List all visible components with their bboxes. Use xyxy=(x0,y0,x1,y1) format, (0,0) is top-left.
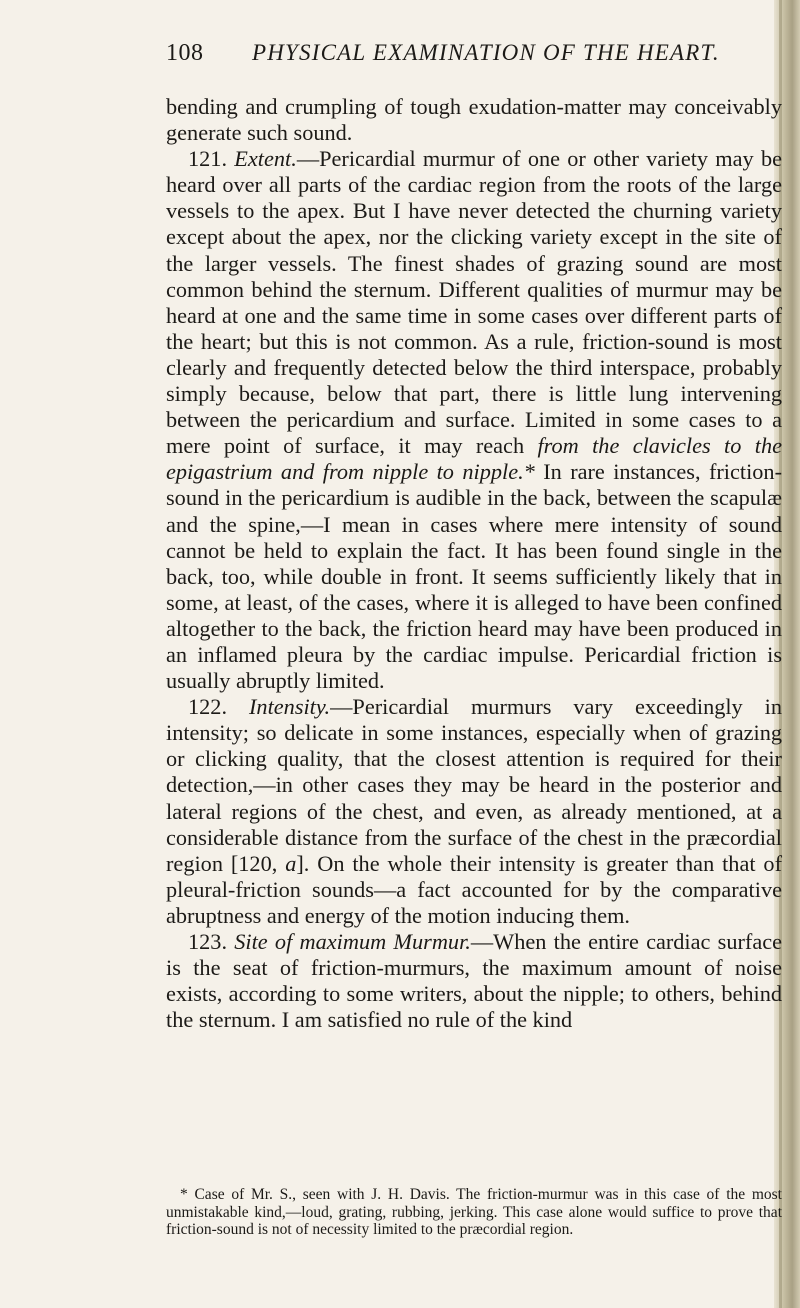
section-heading: Extent. xyxy=(234,146,297,172)
section-number: 123. xyxy=(188,929,228,954)
emphasized-text: a xyxy=(285,850,297,876)
paragraph-continuation xyxy=(166,94,782,146)
section-123-site-of-maximum-murmur xyxy=(166,929,782,1033)
footnote: * Case of Mr. S., seen with J. H. Davis. The friction-murmur was in this case of the most unmistakable kind,—loud, grating, rubbing, jerking. This case alone would suffice to prove that friction-sound is not of necessity limited to the præcordial region. xyxy=(166,1186,782,1238)
emphasized-text: from the clavicles to the epigastrium and from nipple to nipple.* xyxy=(166,433,782,485)
paragraph-text: —When the entire cardiac surface is the seat of friction-murmurs, the maximum amount of noise exists, according to some writers, about the nipple; to others, behind the sternum. I am satisfied no rule of the kind xyxy=(166,929,783,1033)
section-number: 122. xyxy=(188,694,228,720)
running-head: PHYSICAL EXAMINATION OF THE HEART. xyxy=(252,40,720,65)
page-number: 108 xyxy=(166,40,204,66)
body-text xyxy=(166,94,782,1033)
section-number: 121. xyxy=(188,146,228,172)
footnotes xyxy=(166,1186,782,1239)
section-heading: Intensity. xyxy=(249,694,331,720)
page-header xyxy=(0,40,800,76)
section-heading: Site of maximum Murmur. xyxy=(234,929,471,954)
paragraph-text-after: ]. On the whole their intensity is greater than that of pleural-friction sounds—a fact accounted for by the comparative abruptness and energy of the motion inducing them. xyxy=(166,850,782,928)
paragraph-text: —Pericardial murmurs vary exceedingly in intensity; so delicate in some instances, especially when of grazing or clicking quality, that the closest attention is required for their detection,—in other cases they may be heard in the posterior and lateral regions of the chest, and even, as already mentioned, at a considerable distance from the surface of the chest in the præcordial region [120, xyxy=(166,694,783,876)
section-122-intensity xyxy=(166,694,782,929)
section-121-extent xyxy=(166,146,782,694)
paragraph-text: bending and crumpling of tough exudation-matter may conceivably generate such sound. xyxy=(166,94,782,146)
paragraph-text-after: In rare instances, friction-sound in the pericardium is audible in the back, between the scapulæ and the spine,—I mean in cases where mere intensity of sound cannot be held to explain the fact. It has been found single in the back, too, while double in front. It seems sufficiently likely that in some, at least, of the cases, where it is alleged to have been confined altogether to the back, the friction heard may have been produced in an inflamed pleura by the cardiac impulse. Pericardial friction is usually abruptly limited. xyxy=(166,459,782,694)
paragraph-text: —Pericardial murmur of one or other variety may be heard over all parts of the cardiac region from the roots of the large vessels to the apex. But I have never detected the churning variety except about the apex, nor the clicking variety except in the site of the larger vessels. The finest shades of grazing sound are most common behind the sternum. Different qualities of murmur may be heard at one and the same time in some cases over different parts of the heart; but this is not common. As a rule, friction-sound is most clearly and frequently detected below the third interspace, probably simply because, below that part, there is little lung intervening between the pericardium and surface. Limited in some cases to a mere point of surface, it may reach xyxy=(166,146,782,459)
